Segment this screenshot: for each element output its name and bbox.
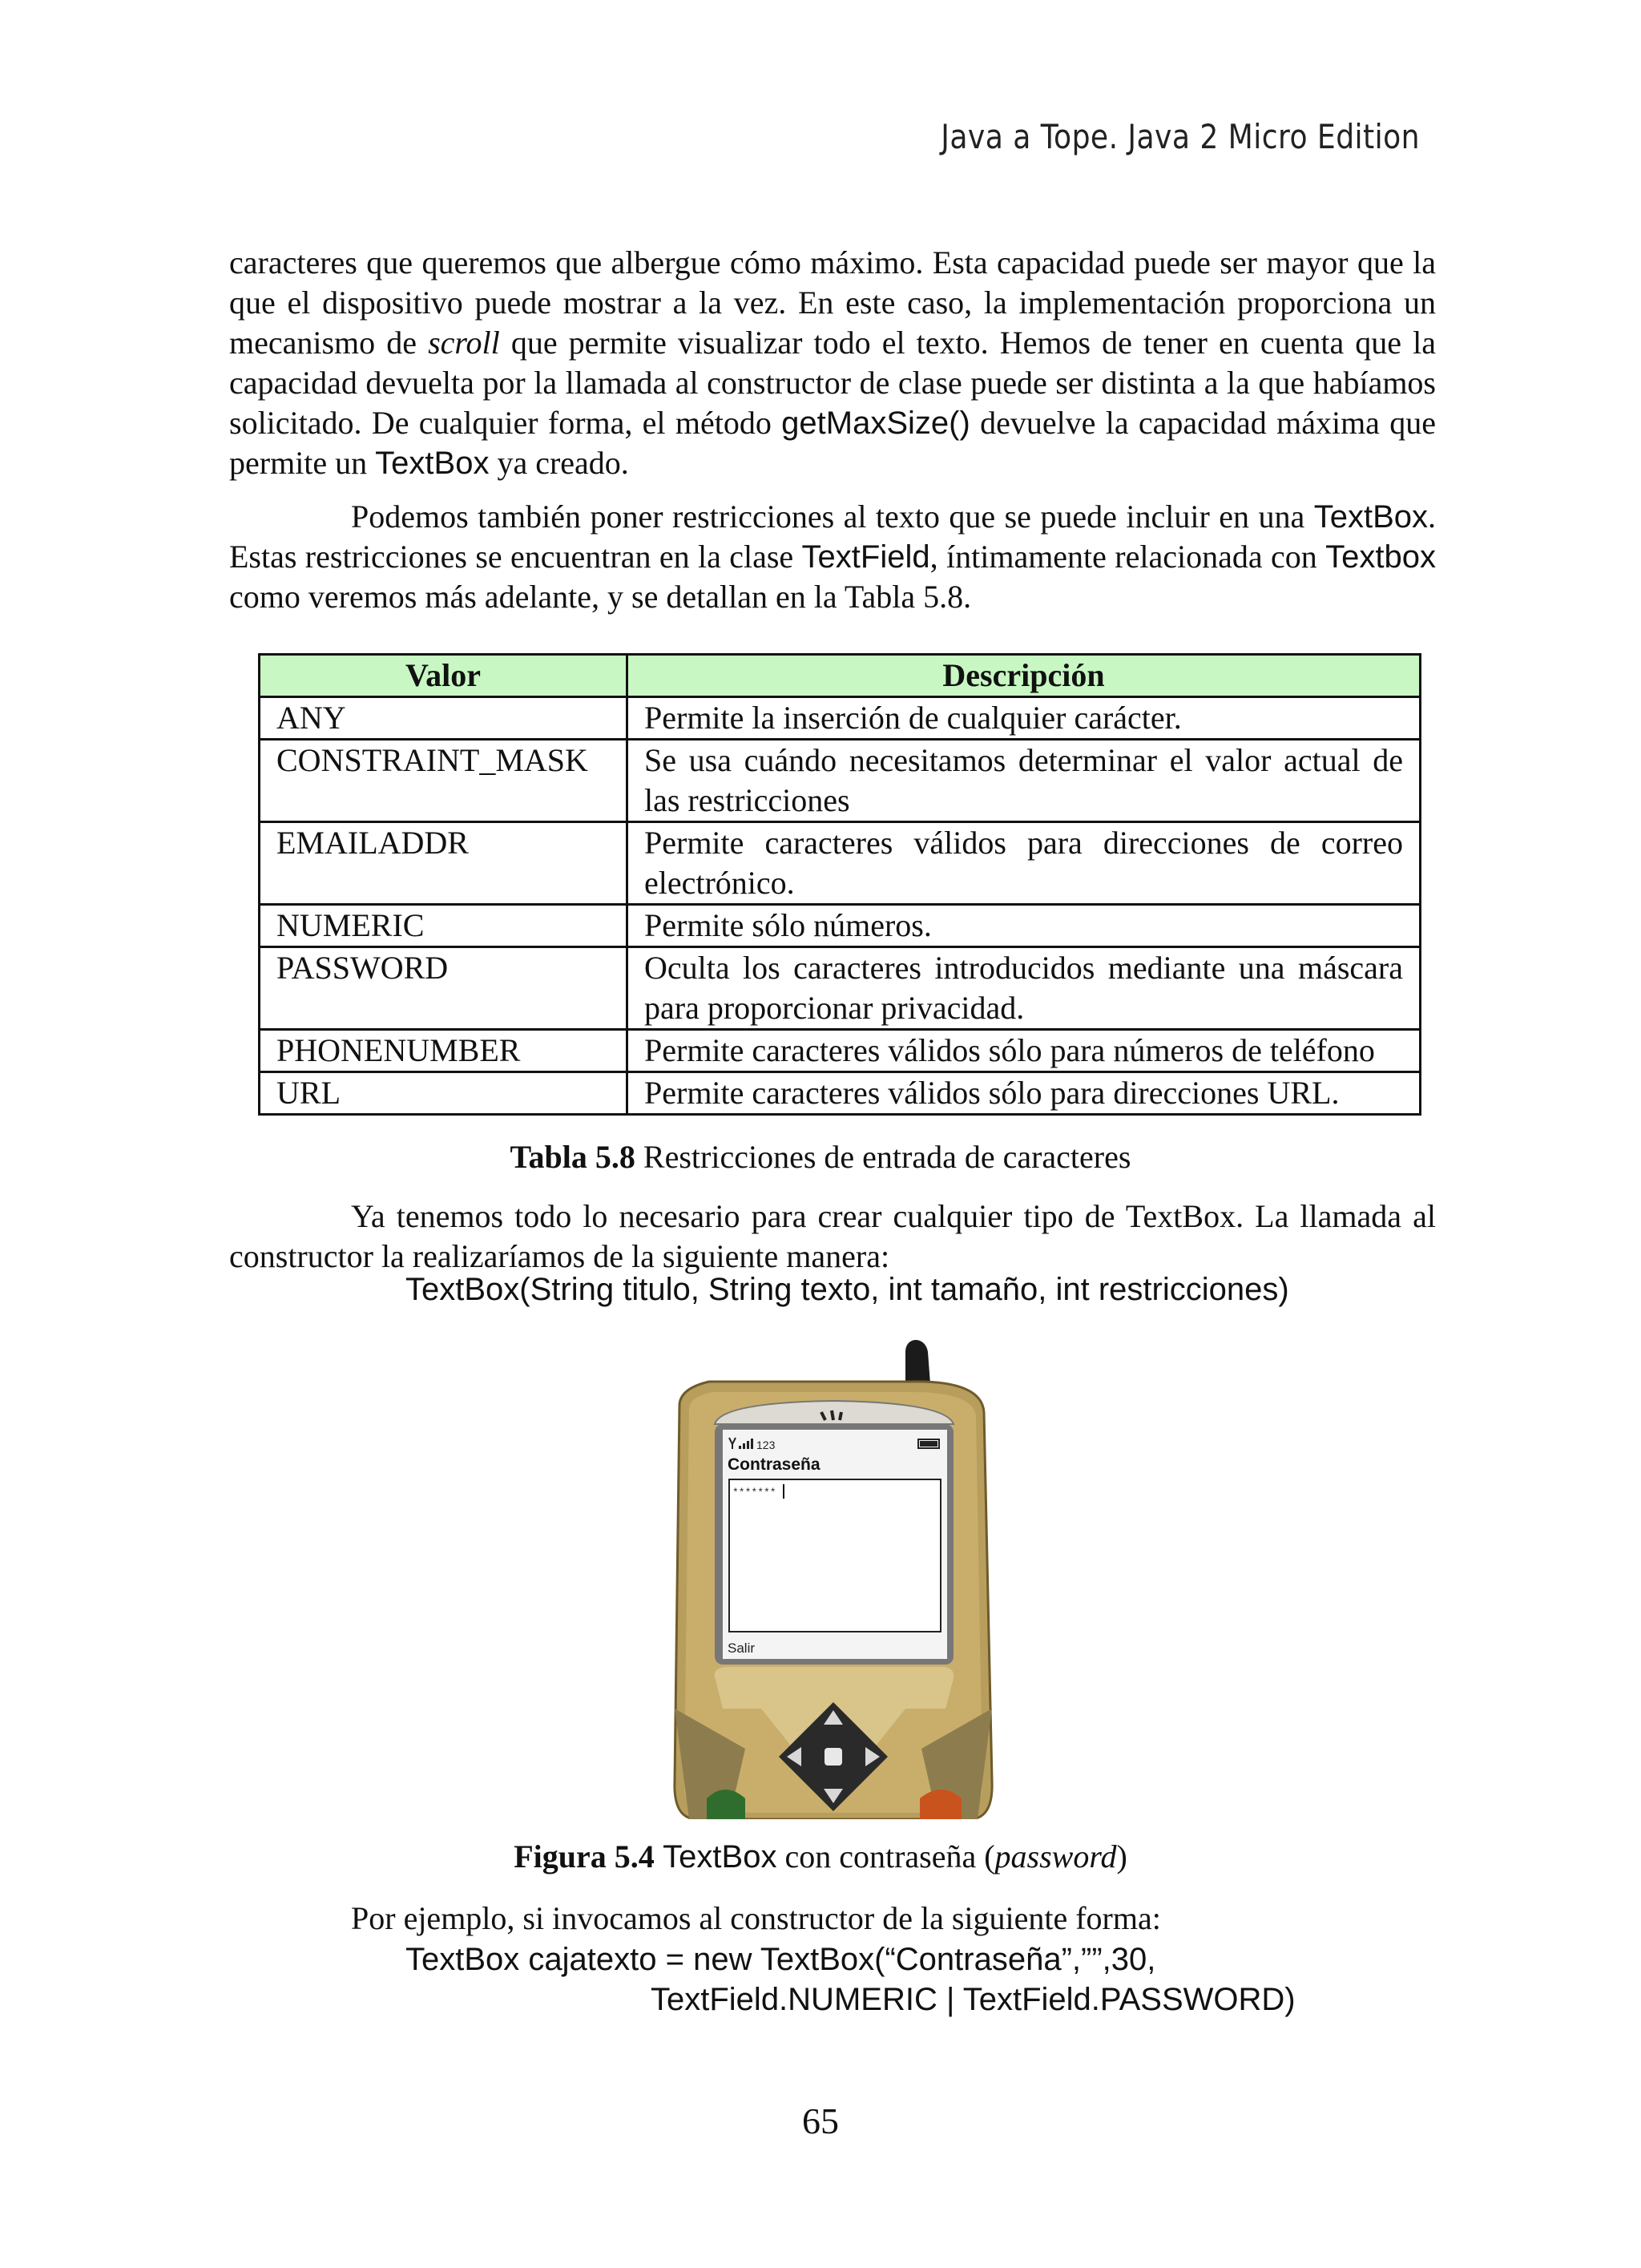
table-caption-label: Tabla 5.8 [510, 1139, 635, 1175]
signal-bars-icon [751, 1439, 753, 1449]
code-example-line-1: TextBox cajatexto = new TextBox(“Contraseña”,””,30, [405, 1942, 1156, 1977]
p2-text-2: . Estas restricciones se encuentran en la clase [229, 498, 1436, 575]
phone-figure [665, 1332, 1010, 1819]
figure-caption-italic: password [994, 1838, 1117, 1875]
table-row [260, 740, 1421, 822]
softkey-salir[interactable]: Salir [728, 1640, 756, 1656]
code-example-line-2: TextField.NUMERIC | TextField.PASSWORD) [651, 1982, 1296, 2017]
p2-text-1: Podemos también poner restricciones al texto que se puede incluir en una [351, 498, 1314, 535]
cell-descripcion: Permite la inserción de cualquier carácter. [627, 697, 1421, 740]
paragraph-capacity [229, 243, 1436, 483]
code-constructor-signature: TextBox(String titulo, String texto, int tamaño, int restricciones) [405, 1272, 1289, 1307]
cell-valor: CONSTRAINT_MASK [260, 740, 627, 822]
table-caption-text: Restricciones de entrada de caracteres [635, 1139, 1131, 1175]
p2-code-textfield: TextField [801, 539, 930, 575]
p1-text-2: que permite visualizar todo el texto. Hemos de tener en cuenta que la capacidad devuelta por la llamada al constructor de clase puede ser distinta a la que habíamos solicitado. De cualquier forma, el método [229, 325, 1437, 441]
page-number: 65 [802, 2101, 839, 2141]
end-call-button-icon[interactable] [920, 1790, 962, 1819]
header-descripcion: Descripción [627, 655, 1421, 697]
cell-descripcion: Permite caracteres válidos sólo para direcciones URL. [627, 1072, 1421, 1115]
cell-descripcion: Permite sólo números. [627, 905, 1421, 947]
call-button-icon[interactable] [707, 1790, 745, 1819]
table-row [260, 1030, 1421, 1072]
paragraph-restrictions [229, 497, 1436, 617]
p1-italic-scroll: scroll [428, 325, 500, 361]
p1-code-textbox: TextBox [375, 446, 490, 481]
cell-descripcion: Se usa cuándo necesitamos determinar el valor actual de las restricciones [627, 740, 1421, 822]
p2-text-3: , íntimamente relacionada con [929, 539, 1326, 575]
figure-caption-code: TextBox [654, 1839, 777, 1875]
p1-text-1: caracteres que queremos que albergue cómo máximo. Esta capacidad puede ser mayor que la que el dispositivo puede mostrar a la vez. En este caso, la implementación proporciona un mecanismo de [229, 244, 1436, 361]
paragraph-constructor: Ya tenemos todo lo necesario para crear cualquier tipo de TextBox. La llamada al constructor la realizaríamos de la siguiente manera: [229, 1198, 1436, 1274]
figure-caption-text: con contraseña ( [776, 1838, 995, 1875]
figure-caption [0, 1838, 1641, 1875]
p2-code-textbox-2: Textbox [1325, 539, 1436, 575]
password-mask: ******* [732, 1487, 776, 1499]
constraints-table [258, 653, 1421, 1116]
nav-select-button[interactable] [825, 1748, 842, 1766]
paragraph-example: Por ejemplo, si invocamos al constructor de la siguiente forma: [351, 1900, 1161, 1936]
table-row [260, 905, 1421, 947]
cell-valor: URL [260, 1072, 627, 1115]
cell-valor: EMAILADDR [260, 822, 627, 905]
header-valor: Valor [260, 655, 627, 697]
status-input-mode: 123 [756, 1439, 776, 1451]
running-header: Java a Tope. Java 2 Micro Edition [941, 117, 1420, 156]
phone-illustration [665, 1332, 1010, 1819]
p1-text-4: ya creado. [489, 445, 629, 481]
table-row [260, 697, 1421, 740]
cell-descripcion: Permite caracteres válidos para direcciones de correo electrónico. [627, 822, 1421, 905]
table-row [260, 1072, 1421, 1115]
p1-text-3: devuelve la capacidad máxima que permite un [229, 405, 1436, 481]
p2-text-4: como veremos más adelante, y se detallan en la Tabla 5.8. [229, 579, 972, 615]
p1-code-getmaxsize: getMaxSize() [781, 406, 970, 441]
p2-code-textbox: TextBox [1313, 499, 1428, 535]
figure-caption-end: ) [1116, 1838, 1127, 1875]
figure-caption-label: Figura 5.4 [514, 1838, 655, 1875]
table-caption [0, 1138, 1641, 1176]
cell-valor: ANY [260, 697, 627, 740]
password-textbox[interactable] [729, 1479, 941, 1632]
cell-valor: PASSWORD [260, 947, 627, 1030]
table-row [260, 947, 1421, 1030]
table-header-row [260, 655, 1421, 697]
cell-descripcion: Permite caracteres válidos sólo para números de teléfono [627, 1030, 1421, 1072]
screen-title: Contraseña [728, 1455, 820, 1474]
cell-valor: NUMERIC [260, 905, 627, 947]
table-row [260, 822, 1421, 905]
cell-valor: PHONENUMBER [260, 1030, 627, 1072]
cell-descripcion: Oculta los caracteres introducidos mediante una máscara para proporcionar privacidad. [627, 947, 1421, 1030]
